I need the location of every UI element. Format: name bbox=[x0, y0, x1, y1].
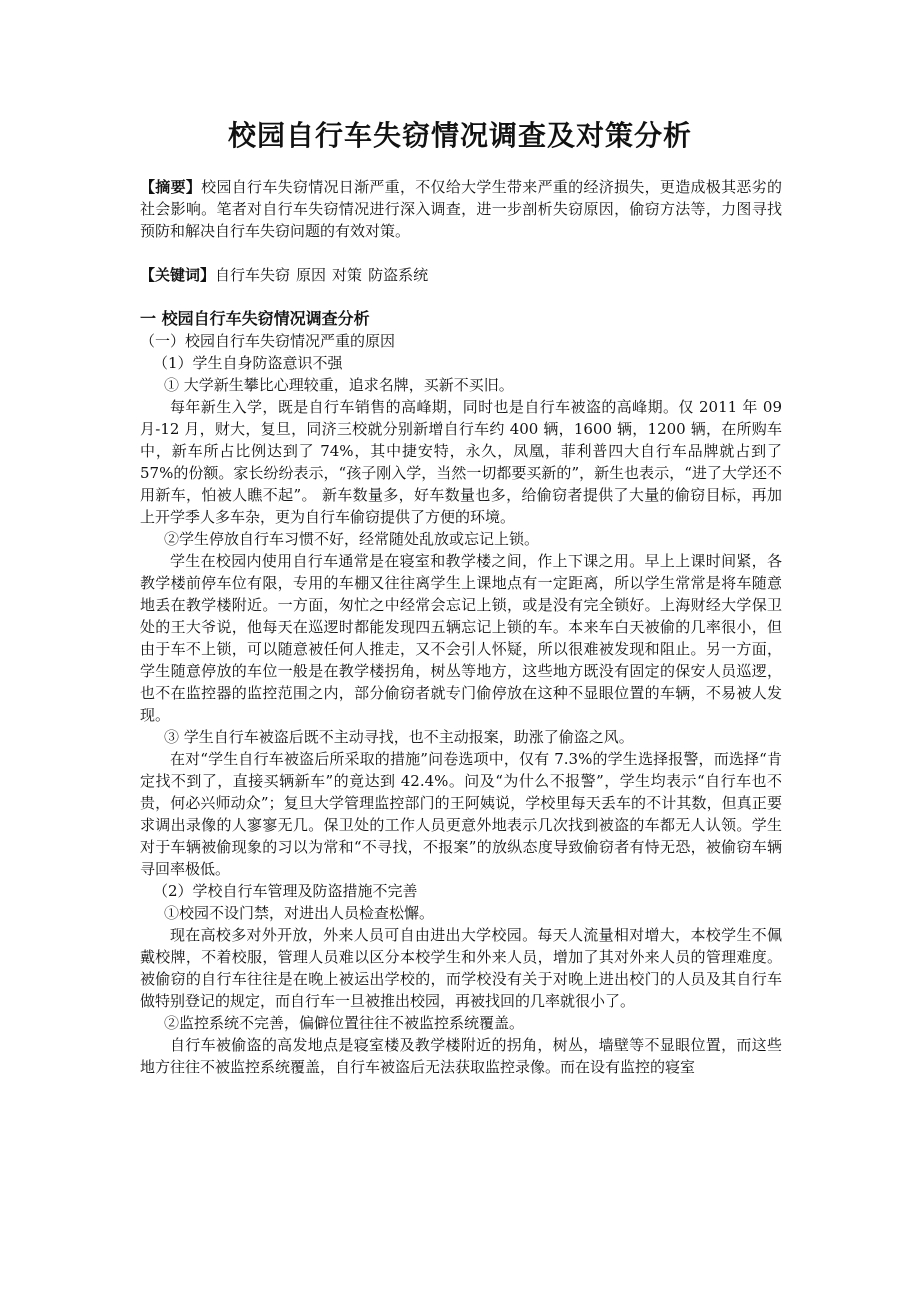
keywords bbox=[140, 264, 782, 286]
point-heading: ③ 学生自行车被盗后既不主动寻找，也不主动报案，助涨了偷盗之风。 bbox=[164, 728, 634, 746]
paragraph: 自行车被偷盗的高发地点是寝室楼及教学楼附近的拐角，树丛，墙壁等不显眼位置，而这些地方往往不被监控系统覆盖，自行车被盗后无法获取监控录像。而在设有监控的寝室 bbox=[140, 1036, 782, 1076]
keyword: 原因 bbox=[296, 266, 327, 284]
paragraph: 学生在校园内使用自行车通常是在寝室和教学楼之间，作上下课之用。早上上课时间紧，各教学楼前停车位有限，专用的车棚又往往离学生上课地点有一定距离，所以学生常常是将车随意地丢在教学楼附近。一方面，匆忙之中经常会忘记上锁，或是没有完全锁好。上海财经大学保卫处的王大爷说，他每天在巡逻时都能发现四五辆忘记上锁的车。本来车白天被偷的几率很小，但由于车不上锁，可以随意被任何人推走，又不会引人怀疑，所以很难被发现和阻止。另一方面，学生随意停放的车位一般是在教学楼拐角，树丛等地方，这些地方既没有固定的保安人员巡逻，也不在监控器的监控范围之内，部分偷窃者就专门偷停放在这种不显眼位置的车辆，不易被人发现。 bbox=[140, 552, 782, 724]
section-heading: 一 校园自行车失窃情况调查分析 bbox=[140, 309, 370, 328]
item-heading: （2）学校自行车管理及防盗措施不完善 bbox=[153, 882, 418, 900]
keywords-label: 【关键词】 bbox=[140, 266, 216, 284]
abstract-label: 【摘要】 bbox=[140, 178, 202, 196]
keyword: 防盗系统 bbox=[368, 266, 429, 284]
paragraph: 现在高校多对外开放，外来人员可自由进出大学校园。每天人流量相对增大，本校学生不佩戴校牌，不着校服，管理人员难以区分本校学生和外来人员，增加了其对外来人员的管理难度。被偷窃的自行车往往是在晚上被运出学校的，而学校没有关于对晚上进出校门的人员及其自行车做特别登记的规定，而自行车一旦被推出校园，再被找回的几率就很小了。 bbox=[140, 926, 782, 1010]
paragraph: 在对“学生自行车被盗后所采取的措施”问卷选项中，仅有 7.3%的学生选择报警，而选择“肯定找不到了，直接买辆新车”的竟达到 42.4%。问及“为什么不报警”，学生均表示“自行车也不贵，何必兴师动众”；复旦大学管理监控部门的王阿姨说，学校里每天丢车的不计其数，但真正要求调出录像的人寥寥无几。保卫处的工作人员更意外地表示几次找到被盗的车都无人认领。学生对于车辆被偷现象的习以为常和“不寻找，不报案”的放纵态度导致偷窃者有恃无恐，被偷窃车辆寻回率极低。 bbox=[140, 750, 782, 878]
page-title: 校园自行车失窃情况调查及对策分析 bbox=[227, 119, 692, 152]
point-heading: ②学生停放自行车习惯不好，经常随处乱放或忘记上锁。 bbox=[164, 530, 540, 548]
keyword: 对策 bbox=[332, 266, 363, 284]
keyword: 自行车失窃 bbox=[215, 266, 291, 284]
point-heading: ②监控系统不完善，偏僻位置往往不被监控系统覆盖。 bbox=[164, 1014, 525, 1032]
document-body bbox=[140, 176, 782, 1078]
subsection-heading: （一）校园自行车失窃情况严重的原因 bbox=[140, 332, 396, 350]
point-heading: ①校园不设门禁，对进出人员检查松懈。 bbox=[164, 904, 435, 922]
abstract-text: 校园自行车失窃情况日渐严重，不仅给大学生带来严重的经济损失，更造成极其恶劣的社会影响。笔者对自行车失窃情况进行深入调查，进一步剖析失窃原因，偷窃方法等，力图寻找预防和解决自行车失窃问题的有效对策。 bbox=[140, 178, 782, 240]
paragraph: 每年新生入学，既是自行车销售的高峰期，同时也是自行车被盗的高峰期。仅 2011 年 09 月-12 月，财大，复旦，同济三校就分别新增自行车约 400 辆，1600 辆，1200 辆，在所购车中，新车所占比例达到了 74%，其中捷安特，永久，凤凰，菲利普四大自行车品牌就占到了 57%的份额。家长纷纷表示，“孩子刚入学，当然一切都要买新的”，新生也表示，“进了大学还不用新车，怕被人瞧不起”。 新车数量多，好车数量也多，给偷窃者提供了大量的偷窃目标，再加上开学季人多车杂，更为自行车偷窃提供了方便的环境。 bbox=[140, 398, 782, 526]
abstract bbox=[140, 176, 782, 242]
item-heading: （1）学生自身防盗意识不强 bbox=[153, 354, 343, 372]
point-heading: ① 大学新生攀比心理较重，追求名牌，买新不买旧。 bbox=[164, 376, 514, 394]
